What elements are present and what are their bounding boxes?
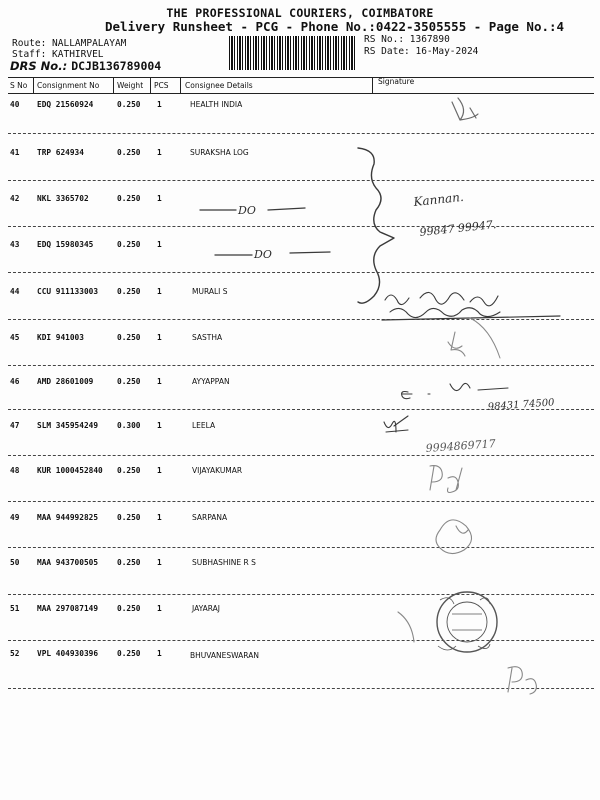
row-separator (8, 501, 594, 502)
row-separator (8, 455, 594, 456)
column-divider (180, 77, 181, 93)
row-consignee: LEELA (192, 421, 216, 430)
signature-mark (470, 318, 500, 358)
document-title: THE PROFESSIONAL COURIERS, COIMBATORE (166, 6, 434, 20)
row-consignment: VPL 404930396 (37, 649, 99, 658)
row-consignee: JAYARAJ (192, 604, 221, 613)
row-weight: 0.250 (117, 649, 141, 658)
row-sno: 44 (10, 287, 20, 296)
handwritten-phone: 98431 74500 (487, 397, 555, 413)
row-pcs: 1 (157, 466, 162, 475)
row-sno: 49 (10, 513, 20, 522)
row-weight: 0.250 (117, 240, 141, 249)
row-separator (8, 688, 594, 689)
signature-mark (402, 392, 430, 399)
row-separator (8, 180, 594, 181)
row-consignment: MAA 297087149 (37, 604, 99, 613)
signature-mark (448, 332, 465, 356)
signature-scribble (390, 308, 500, 318)
row-consignment: CCU 911133003 (37, 287, 99, 296)
row-separator (8, 226, 594, 227)
row-consignment: NKL 3365702 (37, 194, 89, 203)
row-separator (8, 409, 594, 410)
row-sno: 50 (10, 558, 20, 567)
drs-number (10, 59, 161, 73)
row-weight: 0.250 (117, 604, 141, 613)
row-pcs: 1 (157, 421, 162, 430)
handwritten-phone: 9994869717 (425, 437, 497, 455)
row-consignee: AYYAPPAN (192, 377, 230, 386)
row-separator (8, 319, 594, 320)
col-pcs: PCS (154, 81, 169, 90)
barcode (229, 36, 357, 70)
col-consignment: Consignment No (37, 81, 100, 90)
row-weight: 0.250 (117, 148, 141, 157)
row-sno: 45 (10, 333, 20, 342)
row-consignment: KUR 1000452840 (37, 466, 103, 475)
row-separator (8, 133, 594, 134)
row-pcs: 1 (157, 287, 162, 296)
row-pcs: 1 (157, 604, 162, 613)
signature-mark (436, 520, 472, 554)
col-sno: S No (10, 81, 28, 90)
route-label: Route: NALLAMPALAYAM (12, 38, 127, 49)
row-consignee: BHUVANESWARAN (190, 651, 259, 660)
row-sno: 48 (10, 466, 20, 475)
row-sno: 52 (10, 649, 20, 658)
col-signature: Signature (378, 77, 415, 86)
row-consignment: MAA 944992825 (37, 513, 99, 522)
row-pcs: 1 (157, 100, 162, 109)
document-subtitle: Delivery Runsheet - PCG - Phone No.:0422-3505555 - Page No.:4 (105, 19, 565, 34)
col-consignee: Consignee Details (185, 81, 253, 90)
row-weight: 0.250 (117, 287, 141, 296)
row-consignee: SUBHASHINE R S (192, 558, 256, 567)
row-pcs: 1 (157, 194, 162, 203)
row-pcs: 1 (157, 377, 162, 386)
row-weight: 0.250 (117, 466, 141, 475)
signature-mark (508, 667, 536, 694)
row-pcs: 1 (157, 513, 162, 522)
row-separator (8, 640, 594, 641)
ditto-mark: DO (254, 248, 272, 261)
row-sno: 40 (10, 100, 20, 109)
row-consignee: SASTHA (192, 333, 223, 342)
signature-mark (430, 466, 462, 493)
signature-mark (398, 612, 414, 642)
signature-mark (384, 416, 408, 432)
row-pcs: 1 (157, 240, 162, 249)
row-pcs: 1 (157, 148, 162, 157)
table-top-rule (8, 77, 594, 78)
row-consignment: EDQ 15980345 (37, 240, 94, 249)
signature-mark (450, 383, 508, 390)
row-consignee: HEALTH INDIA (190, 100, 243, 109)
row-consignee: SARPANA (192, 513, 228, 522)
row-weight: 0.250 (117, 558, 141, 567)
row-separator (8, 547, 594, 548)
row-sno: 46 (10, 377, 20, 386)
row-sno: 47 (10, 421, 20, 430)
row-sno: 42 (10, 194, 20, 203)
column-divider (33, 77, 34, 93)
row-sno: 41 (10, 148, 20, 157)
drs-label: DRS No.: (10, 59, 68, 73)
drs-value: DCJB136789004 (71, 59, 162, 73)
row-separator (8, 272, 594, 273)
row-pcs: 1 (157, 649, 162, 658)
column-divider (150, 77, 151, 93)
rs-date: RS Date: 16-May-2024 (364, 46, 479, 57)
row-separator (8, 365, 594, 366)
handwritten-phone: 99847 99947. (418, 218, 497, 239)
row-pcs: 1 (157, 558, 162, 567)
rubber-stamp (437, 592, 497, 652)
row-separator (8, 594, 594, 595)
rs-number: RS No.: 1367890 (364, 34, 450, 45)
ditto-mark: DO (238, 204, 256, 217)
table-header-rule (8, 93, 594, 94)
row-consignment: SLM 345954249 (37, 421, 99, 430)
row-consignment: KDI 941003 (37, 333, 84, 342)
row-consignee: VIJAYAKUMAR (192, 466, 243, 475)
staff-label: Staff: KATHIRVEL (12, 49, 104, 60)
row-sno: 51 (10, 604, 20, 613)
signature-scribble (385, 292, 498, 305)
handwritten-name: Kannan. (412, 189, 465, 209)
row-consignee: MURALI S (192, 287, 228, 296)
row-weight: 0.250 (117, 377, 141, 386)
col-weight: Weight (117, 81, 144, 90)
row-weight: 0.250 (117, 194, 141, 203)
row-pcs: 1 (157, 333, 162, 342)
ditto-line (200, 208, 305, 210)
signature-mark (452, 98, 478, 120)
row-consignee: SURAKSHA LOG (190, 148, 249, 157)
row-sno: 43 (10, 240, 20, 249)
row-weight: 0.250 (117, 333, 141, 342)
row-consignment: MAA 943700505 (37, 558, 99, 567)
ditto-line (215, 252, 330, 255)
row-consignment: EDQ 21560924 (37, 100, 94, 109)
row-weight: 0.250 (117, 100, 141, 109)
column-divider (113, 77, 114, 93)
column-divider (372, 77, 373, 93)
row-consignment: TRP 624934 (37, 148, 84, 157)
row-consignment: AMD 28601009 (37, 377, 94, 386)
row-weight: 0.300 (117, 421, 141, 430)
row-weight: 0.250 (117, 513, 141, 522)
